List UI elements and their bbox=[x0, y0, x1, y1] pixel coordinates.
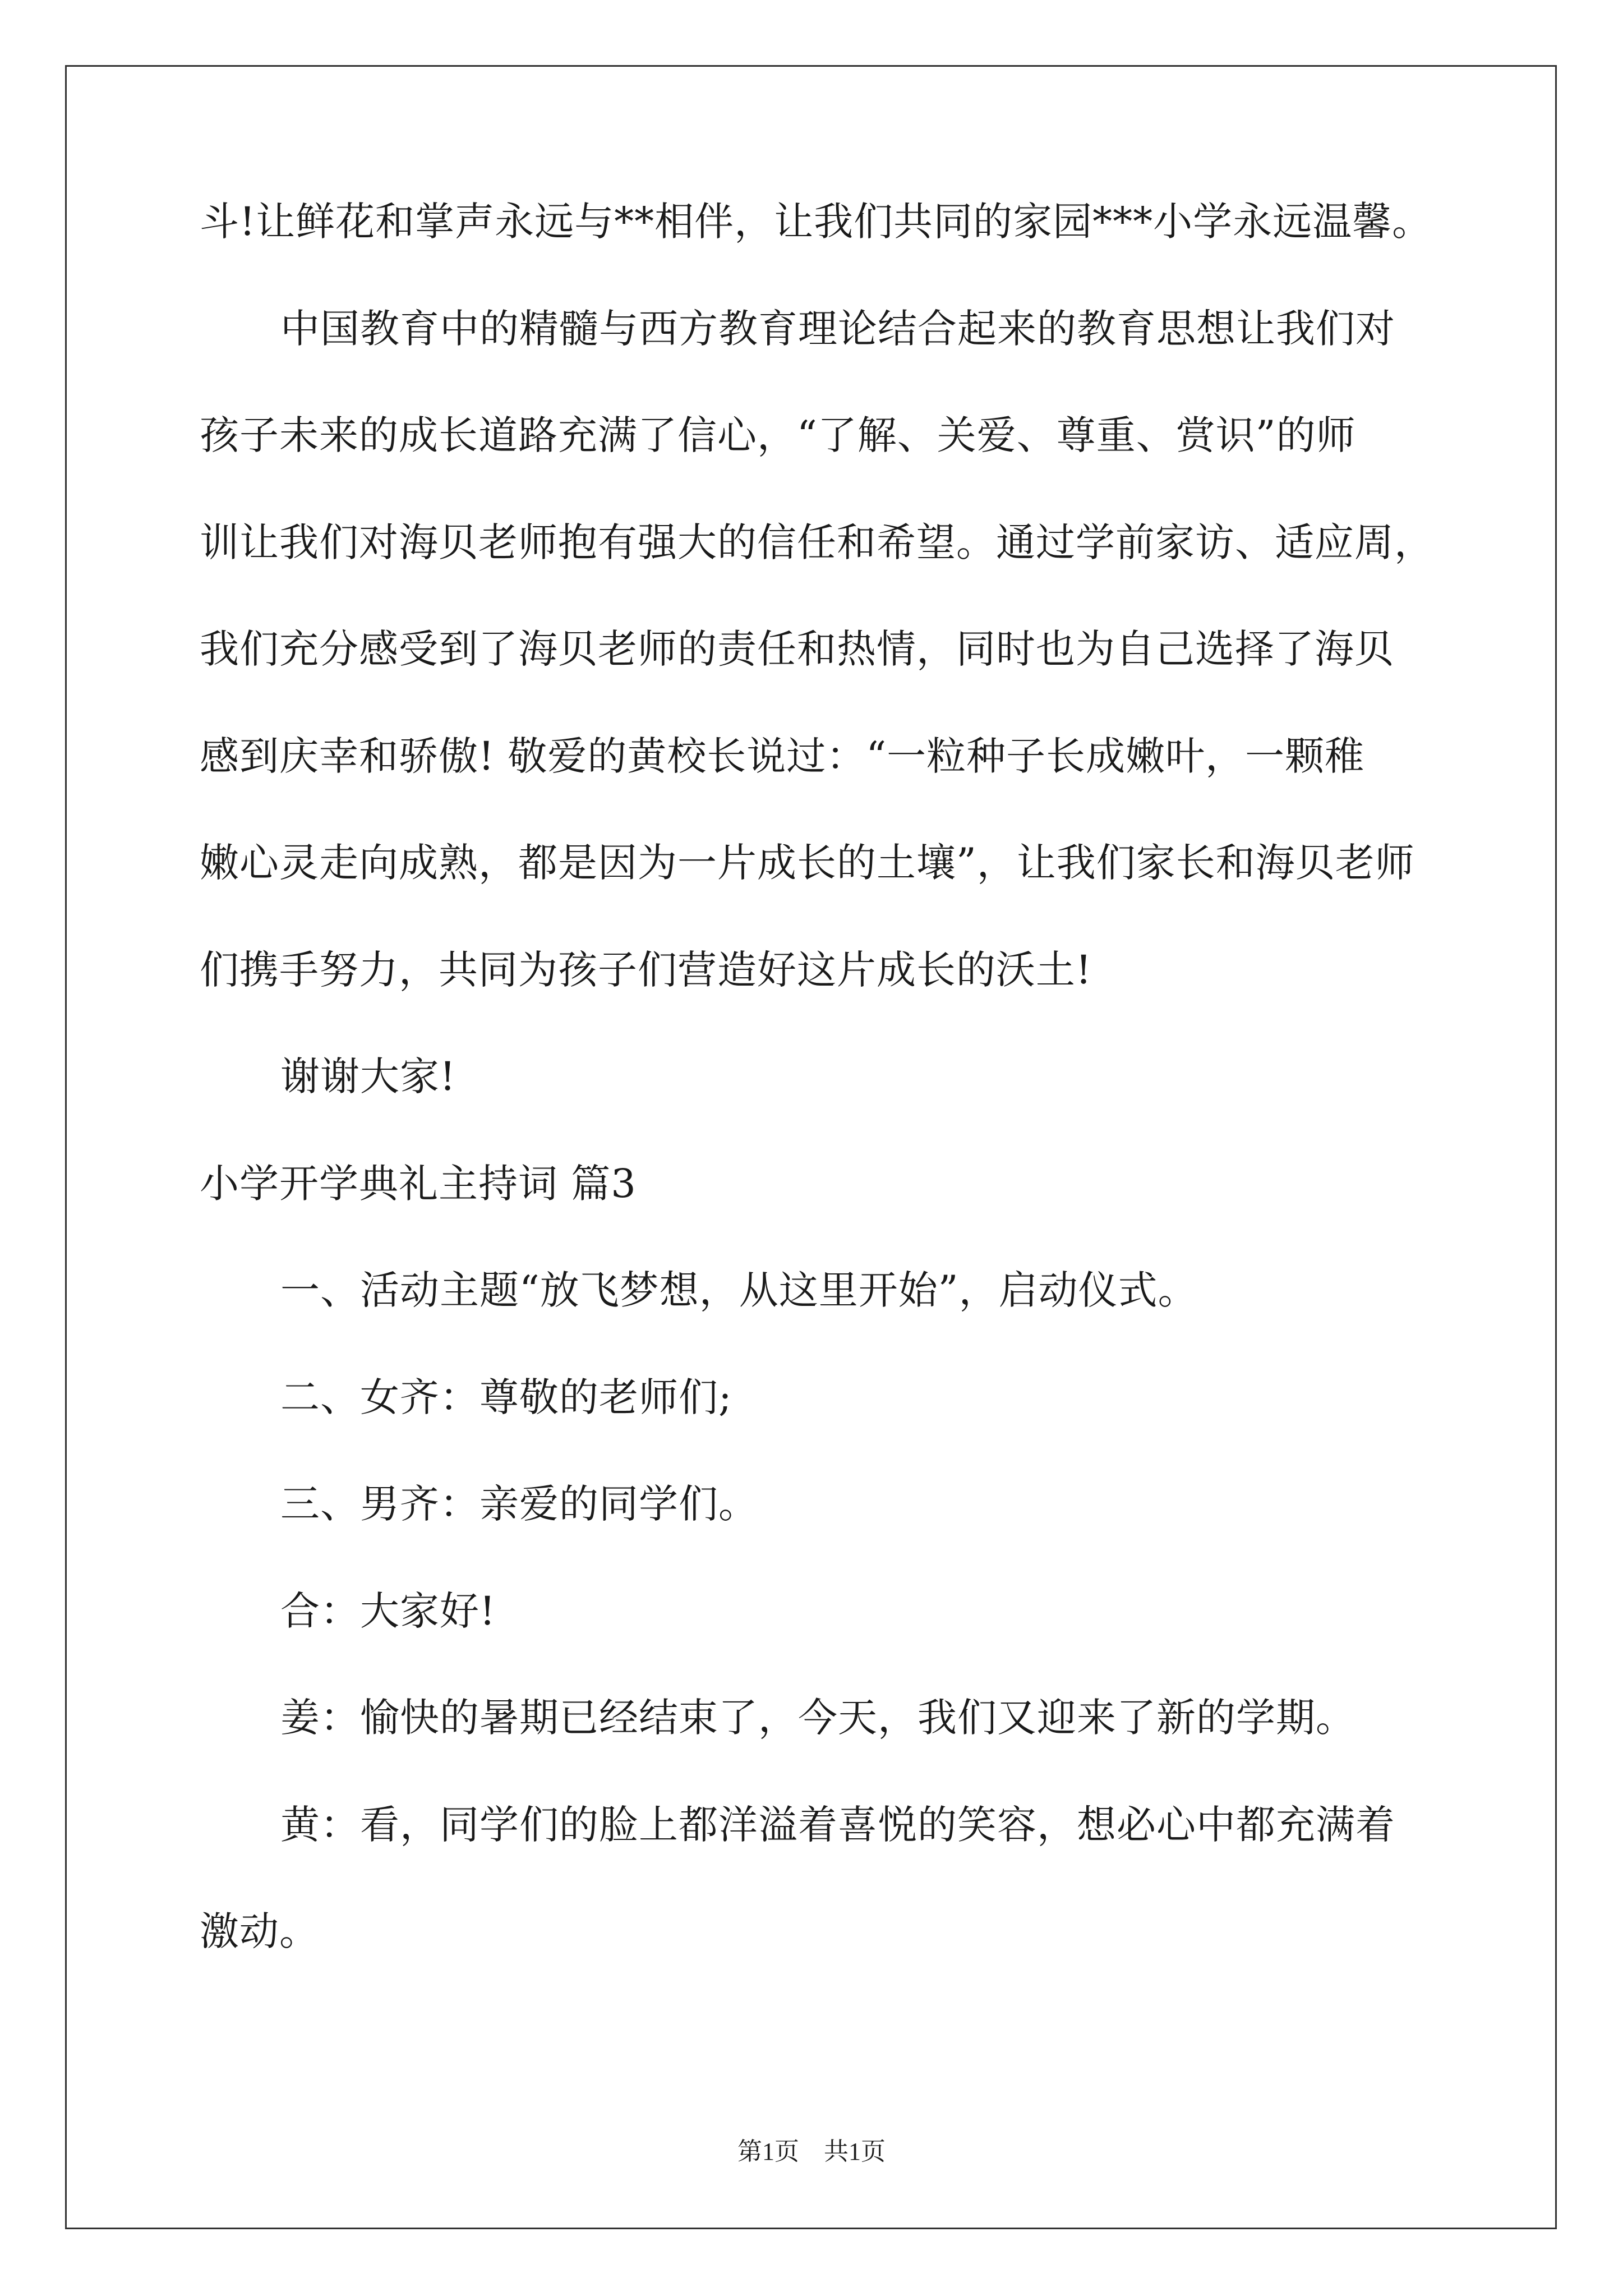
text-line: 们携手努力，共同为孩子们营造好这片成长的沃土! bbox=[200, 947, 1092, 993]
text-line: 训让我们对海贝老师抱有强大的信任和希望。通过学前家访、适应周， bbox=[200, 519, 1434, 565]
text-line: 孩子未来的成长道路充满了信心，“了解、关爱、尊重、赏识”的师 bbox=[200, 412, 1356, 458]
paragraph-line: 二、女齐：尊敬的老师们; bbox=[280, 1374, 732, 1420]
paragraph-line: 三、男齐：亲爱的同学们。 bbox=[280, 1481, 758, 1527]
paragraph-line: 合：大家好! bbox=[280, 1588, 496, 1634]
section-heading: 小学开学典礼主持词 篇3 bbox=[200, 1161, 637, 1207]
text-line: 嫩心灵走向成熟，都是因为一片成长的土壤”，让我们家长和海贝老师 bbox=[200, 840, 1415, 886]
paragraph-line: 一、活动主题“放飞梦想，从这里开始”，启动仪式。 bbox=[280, 1267, 1198, 1313]
paragraph-line: 姜：愉快的暑期已经结束了，今天，我们又迎来了新的学期。 bbox=[280, 1695, 1355, 1741]
paragraph-line: 中国教育中的精髓与西方教育理论结合起来的教育思想让我们对 bbox=[280, 306, 1395, 352]
text-line: 斗!让鲜花和掌声永远与**相伴，让我们共同的家园***小学永远温馨。 bbox=[200, 199, 1432, 245]
text-line: 感到庆幸和骄傲! 敬爱的黄校长说过：“一粒种子长成嫩叶，一颗稚 bbox=[200, 733, 1365, 779]
paragraph-line: 黄：看，同学们的脸上都洋溢着喜悦的笑容，想必心中都充满着 bbox=[280, 1802, 1395, 1848]
page-number: 第1页 共1页 bbox=[737, 2138, 886, 2165]
text-line: 激动。 bbox=[200, 1908, 319, 1954]
closing-line: 谢谢大家! bbox=[280, 1053, 457, 1099]
text-line: 我们充分感受到了海贝老师的责任和热情，同时也为自己选择了海贝 bbox=[200, 626, 1394, 672]
